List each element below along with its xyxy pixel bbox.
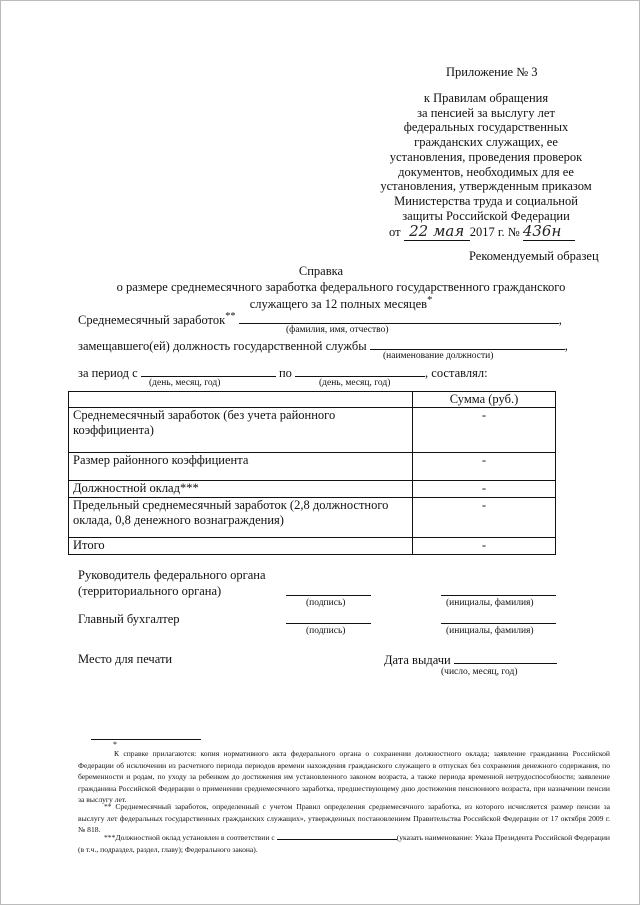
period-from-label: за период с	[78, 366, 138, 380]
head-label-2: (территориального органа)	[78, 584, 222, 598]
subtitle-text: служащего за 12 полных месяцев	[249, 297, 428, 312]
header-line: федеральных государственных	[403, 120, 569, 135]
footnote-3	[78, 831, 610, 855]
date-year: 2017 г. №	[469, 225, 520, 239]
position-hint: (наименование должности)	[383, 351, 494, 361]
avg-label: Среднемесячный заработок	[78, 313, 226, 328]
row-label: Среднемесячный заработок (без учета районного коэффициента)	[69, 408, 413, 453]
row-value: -	[413, 538, 556, 555]
to-line	[295, 365, 425, 377]
head-sign-line	[286, 595, 371, 596]
footnote-3-line	[277, 831, 397, 840]
table-row	[69, 453, 556, 481]
doc-subtitle-2	[61, 295, 621, 312]
acc-initials-line	[441, 623, 556, 624]
footnote-mark: **	[225, 311, 236, 322]
handwritten-date: 22 мая	[404, 222, 470, 241]
period-to-label: по	[278, 366, 292, 380]
header-line: установления, утвержденным приказом	[380, 179, 592, 194]
sum-header: Сумма (руб.)	[413, 392, 556, 408]
initials-hint: (инициалы, фамилия)	[446, 598, 534, 608]
footnote-3-text-2: (указать наименование: Указа Президента Российской Федерации (в т.ч., подраздел, раздел, главу); Федерального закона).	[78, 833, 611, 854]
handwritten-number: 436н	[523, 222, 575, 241]
from-hint: (день, месяц, год)	[149, 378, 221, 388]
seal-label: Место для печати	[78, 652, 173, 666]
comma: ,	[558, 313, 562, 328]
table-header-row	[69, 392, 556, 408]
footnote-3-text: ***Должностной оклад установлен в соответствии с	[104, 833, 275, 842]
table-row	[69, 538, 556, 555]
to-hint: (день, месяц, год)	[319, 378, 391, 388]
name-line	[239, 312, 559, 324]
comma: ,	[564, 339, 568, 353]
table-row	[69, 498, 556, 538]
sample-label: Рекомендуемый образец	[469, 249, 599, 263]
table-row	[69, 481, 556, 498]
appendix-label: Приложение № 3	[446, 65, 538, 79]
issue-date-line	[454, 652, 557, 664]
row-value: -	[413, 453, 556, 481]
doc-title: Справка	[298, 264, 344, 278]
amounted-label: , составлял:	[425, 366, 488, 380]
footnote-1: К справке прилагаются: копия нормативного акта федерального органа о сохранении должностного оклада; заявление гражданина Российской Федерации об исключении из расчетного периода периодов времени нахождения гражданского служащего в отпусках без сохранения денежного содержания, по беременности и родам, по уходу за ребенком до достижения им установленного законом возраста, а также периода временной нетрудоспособности; заявление гражданина Российской Федерации о применении среднемесячного заработка, предшествующему дню достижения пенсионного возраста, при назначении пенсии за выслугу лет.	[78, 749, 610, 804]
row-label: Предельный среднемесячный заработок (2,8 должностного оклада, 0,8 денежного вознаграждения)	[69, 498, 413, 538]
head-label: Руководитель федерального органа	[78, 568, 266, 582]
row-label: Итого	[69, 538, 413, 555]
sign-hint: (подпись)	[306, 626, 346, 636]
header-line: гражданских служащих, ее	[414, 135, 558, 150]
header-line: установления, проведения проверок	[389, 149, 583, 164]
period-field	[78, 365, 488, 381]
position-line	[370, 338, 565, 350]
table-row	[69, 408, 556, 453]
header-line: к Правилам обращения	[423, 91, 549, 105]
date-prefix: от	[389, 225, 401, 239]
header-line: Министерства труда и социальной	[394, 193, 578, 208]
header-empty	[69, 392, 413, 408]
position-field	[78, 338, 568, 354]
row-value: -	[413, 481, 556, 498]
footnote-star: *	[113, 740, 117, 749]
row-label: Должностной оклад***	[69, 481, 413, 498]
earnings-table	[68, 391, 556, 555]
header-line: документов, необходимых для ее	[398, 164, 574, 179]
footnote-2: ** Среднемесячный заработок, определенный с учетом Правил определения среднемесячного заработка, из которого исчисляется размер пенсии за выслугу лет федеральных государственных гражданских служащих», утвержденных постановлением Правительства Российской Федерации от 17 октября 2009 г. № 818.	[78, 802, 610, 834]
doc-subtitle-1: о размере среднемесячного заработка федерального государственного гражданского	[116, 280, 566, 294]
header-line: за пенсией за выслугу лет	[417, 105, 555, 120]
initials-hint: (инициалы, фамилия)	[446, 626, 534, 636]
accountant-label: Главный бухгалтер	[78, 612, 180, 626]
row-value: -	[413, 408, 556, 453]
row-value: -	[413, 498, 556, 538]
issue-date-hint: (число, месяц, год)	[441, 667, 518, 677]
header-line: защиты Российской Федерации	[402, 208, 570, 223]
footnote-mark: *	[427, 295, 433, 306]
fio-hint: (фамилия, имя, отчество)	[286, 325, 389, 335]
row-label: Размер районного коэффициента	[69, 453, 413, 481]
acc-sign-line	[286, 623, 371, 624]
position-label: замещавшего(ей) должность государственной службы	[78, 339, 367, 353]
sign-hint: (подпись)	[306, 598, 346, 608]
footnote-separator	[91, 739, 201, 740]
from-line	[141, 365, 276, 377]
order-date	[389, 222, 575, 241]
appendix-header	[371, 91, 601, 223]
head-initials-line	[441, 595, 556, 596]
issue-date-label: Дата выдачи	[384, 653, 451, 667]
issue-date-field	[384, 652, 557, 668]
